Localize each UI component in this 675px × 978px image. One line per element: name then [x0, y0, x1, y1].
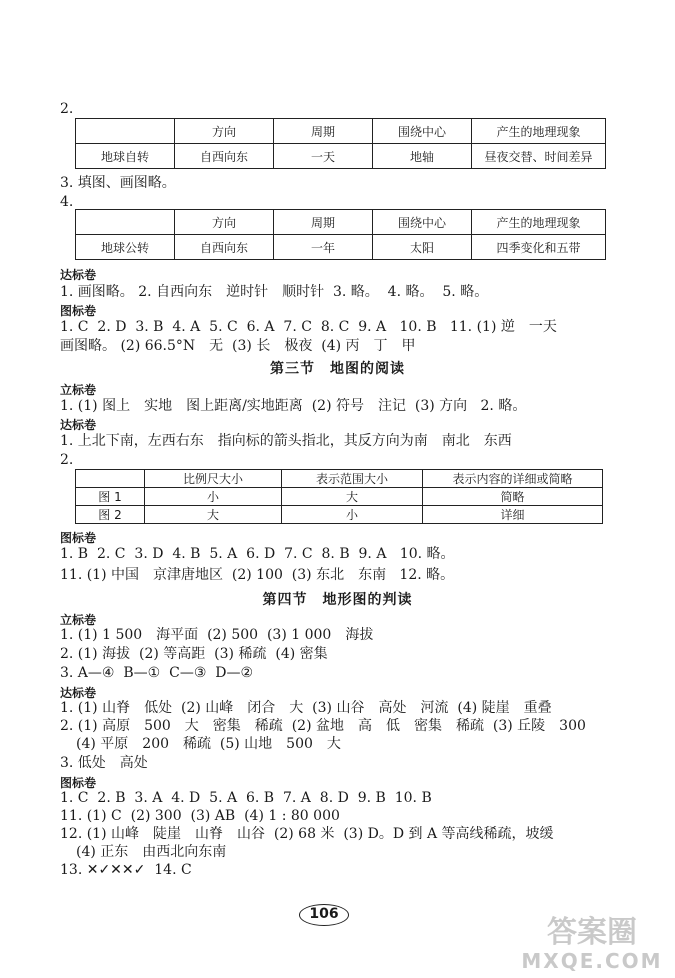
section-label: 图标卷: [60, 776, 97, 790]
watermark-logo: [517, 906, 667, 974]
answer-line: 1. (1) 图上 实地 图上距离/实地距离 (2) 符号 注记 (3) 方向 2. 略。: [60, 398, 527, 414]
table-row: [76, 235, 606, 260]
section-label: 达标卷: [60, 686, 97, 700]
section-label: 图标卷: [60, 304, 97, 318]
answer-line: 1. (1) 1 500 海平面 (2) 500 (3) 1 000 海拔: [60, 627, 374, 643]
table-cell: 表示内容的详细或简略: [423, 470, 603, 488]
table-cell: 比例尺大小: [145, 470, 282, 488]
table-cell: 周期: [274, 119, 373, 144]
table-cell: 详细: [423, 506, 603, 524]
table-cell: 四季变化和五带: [472, 235, 606, 260]
table-cell: 小: [282, 506, 423, 524]
rotation-table: [75, 118, 606, 169]
answer-line: 11. (1) 中国 京津唐地区 (2) 100 (3) 东北 东南 12. 略。: [60, 567, 455, 583]
table-row: [76, 119, 606, 144]
table-cell: 方向: [175, 210, 274, 235]
answer-line: 1. (1) 山脊 低处 (2) 山峰 闭合 大 (3) 山谷 高处 河流 (4) 陡崖 重叠: [60, 700, 552, 716]
table-cell: [76, 470, 145, 488]
table-cell: 大: [282, 488, 423, 506]
table-cell: 一天: [274, 144, 373, 169]
answer-line: 1. 画图略。 2. 自西向东 逆时针 顺时针 3. 略。 4. 略。 5. 略。: [60, 284, 489, 300]
answer-line: 3. A—④ B—① C—③ D—②: [60, 665, 254, 681]
section-label: 达标卷: [60, 268, 97, 282]
answer-line: 2. (1) 高原 500 大 密集 稀疏 (2) 盆地 高 低 密集 稀疏 (3) 丘陵 300: [60, 718, 586, 734]
table-row: [76, 470, 603, 488]
answer-line: 12. (1) 山峰 陡崖 山脊 山谷 (2) 68 米 (3) D。D 到 A 等高线稀疏，坡缓: [60, 826, 554, 842]
answer-line: (4) 平原 200 稀疏 (5) 山地 500 大: [76, 736, 341, 752]
answer-line: 画图略。 (2) 66.5°N 无 (3) 长 极夜 (4) 丙 丁 甲: [60, 338, 416, 354]
table-cell: [76, 210, 175, 235]
answer-line: 2. (1) 海拔 (2) 等高距 (3) 稀疏 (4) 密集: [60, 646, 328, 662]
revolution-table: [75, 209, 606, 260]
question-2-label: 2.: [60, 101, 74, 117]
table-cell: 图 1: [76, 488, 145, 506]
answer-line: 1. B 2. C 3. D 4. B 5. A 6. D 7. C 8. B 9. A 10. 略。: [60, 546, 455, 562]
section-heading: 第三节 地图的阅读: [270, 361, 405, 377]
table-cell: 围绕中心: [373, 210, 472, 235]
table-cell: 简略: [423, 488, 603, 506]
table-cell: 地球自转: [76, 144, 175, 169]
table-cell: 地球公转: [76, 235, 175, 260]
table-row: [76, 488, 603, 506]
table-cell: 昼夜交替、时间差异: [472, 144, 606, 169]
table-cell: 大: [145, 506, 282, 524]
answer-line: 11. (1) C (2) 300 (3) AB (4) 1 : 80 000: [60, 808, 340, 824]
table-cell: 产生的地理现象: [472, 119, 606, 144]
watermark-text: 答案圈: [547, 915, 637, 950]
table-cell: 方向: [175, 119, 274, 144]
section-label: 立标卷: [60, 613, 97, 627]
table-cell: 表示范围大小: [282, 470, 423, 488]
section-label: 达标卷: [60, 418, 97, 432]
table-cell: [76, 119, 175, 144]
answer-line: 1. C 2. B 3. A 4. D 5. A 6. B 7. A 8. D 9. B 10. B: [60, 790, 432, 806]
table-cell: 图 2: [76, 506, 145, 524]
answer-line: 13. ✕✓✕✕✓ 14. C: [60, 862, 192, 878]
section-label: 图标卷: [60, 531, 97, 545]
question-3-line: 3. 填图、画图略。: [60, 175, 176, 191]
table-cell: 产生的地理现象: [472, 210, 606, 235]
answer-line: (4) 正东 由西北向东南: [76, 844, 227, 860]
section-label: 立标卷: [60, 383, 97, 397]
page-number: 106: [309, 906, 339, 922]
table-cell: 一年: [274, 235, 373, 260]
page-number-badge: [299, 904, 349, 926]
question-4-label: 4.: [60, 194, 74, 210]
table-cell: 周期: [274, 210, 373, 235]
table-row: [76, 506, 603, 524]
table-cell: 太阳: [373, 235, 472, 260]
answer-line: 1. 上北下南，左西右东 指向标的箭头指北，其反方向为南 南北 东西: [60, 433, 512, 449]
watermark-url: MXQE.COM: [521, 949, 663, 973]
table-cell: 小: [145, 488, 282, 506]
table-row: [76, 144, 606, 169]
section-heading: 第四节 地形图的判读: [262, 592, 413, 608]
table-cell: 地轴: [373, 144, 472, 169]
question-2-label: 2.: [60, 452, 74, 468]
table-row: [76, 210, 606, 235]
answer-line: 1. C 2. D 3. B 4. A 5. C 6. A 7. C 8. C 9. A 10. B 11. (1) 逆 一天: [60, 319, 557, 335]
table-cell: 围绕中心: [373, 119, 472, 144]
table-cell: 自西向东: [175, 144, 274, 169]
answer-line: 3. 低处 高处: [60, 755, 148, 771]
table-cell: 自西向东: [175, 235, 274, 260]
scale-table: [75, 469, 603, 524]
